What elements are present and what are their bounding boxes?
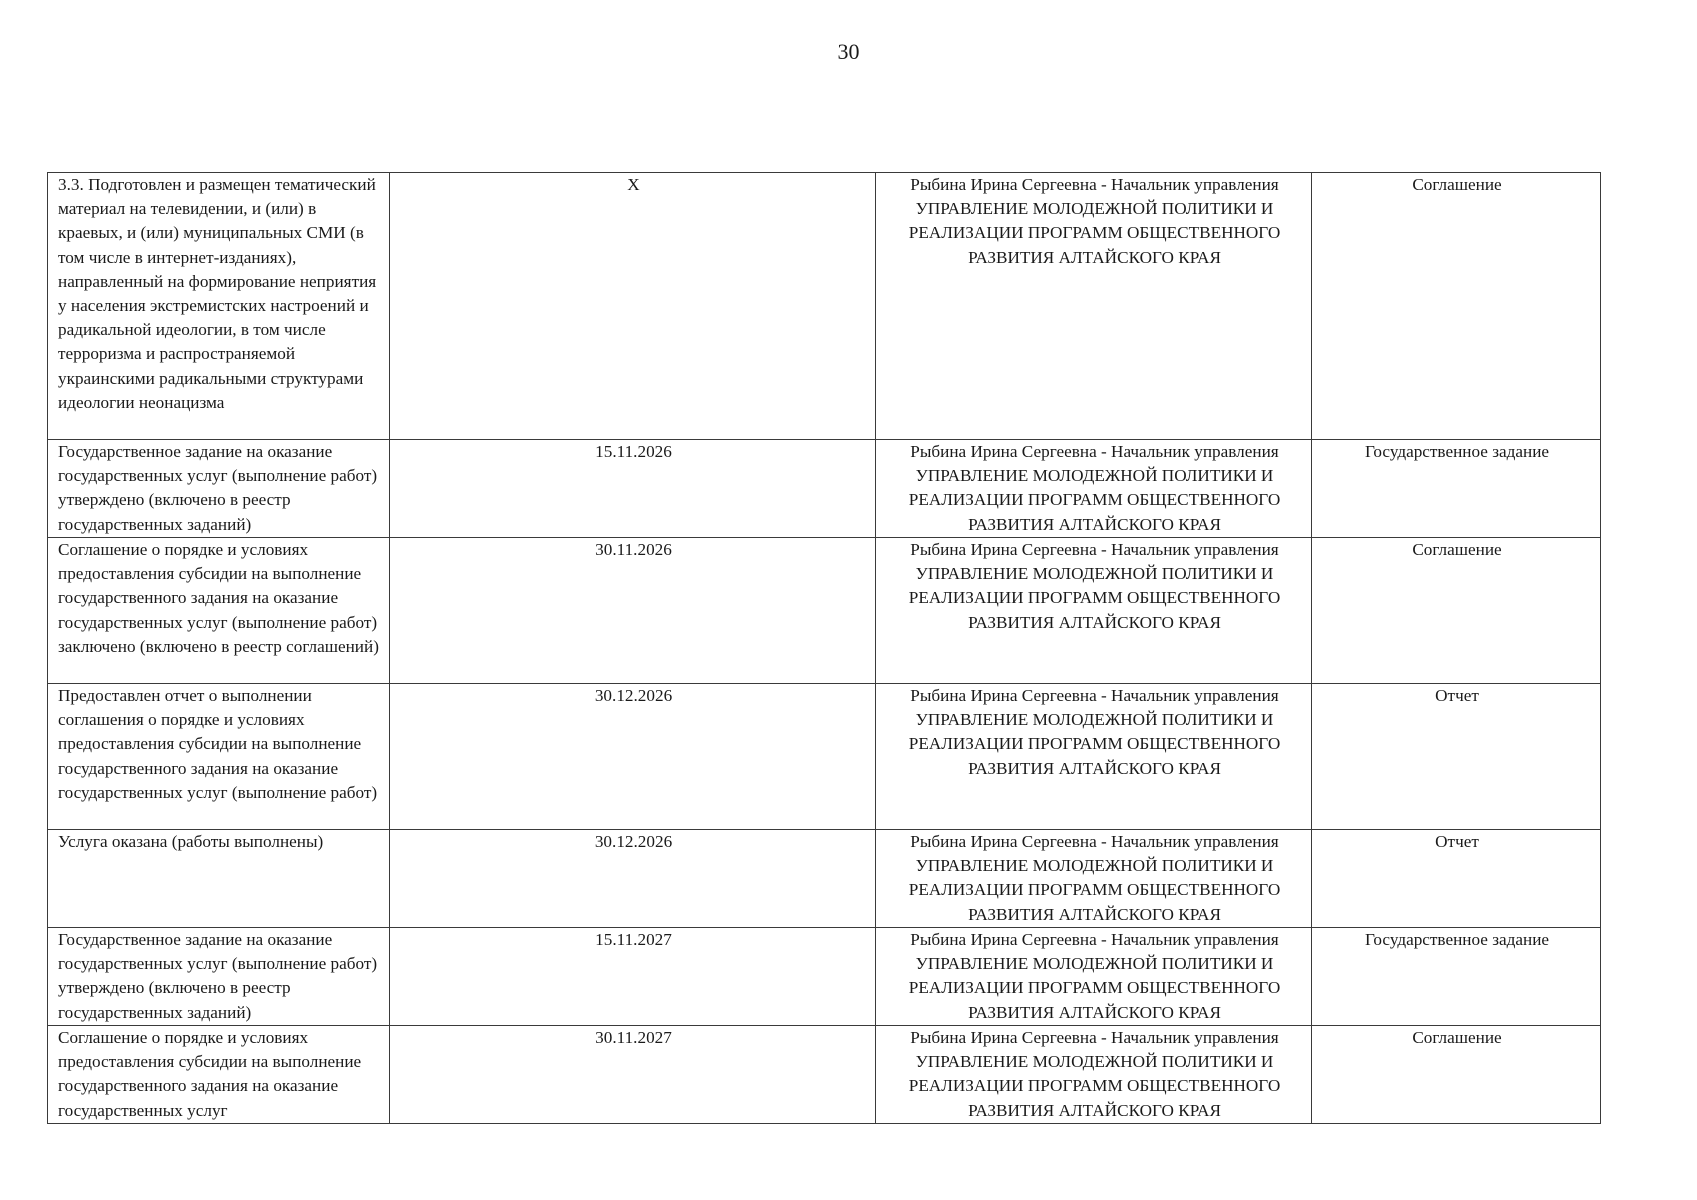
document-type-cell: Соглашение [1312, 1026, 1601, 1124]
document-type-cell: Отчет [1312, 830, 1601, 928]
document-type-cell: Отчет [1312, 684, 1601, 830]
responsible-cell: Рыбина Ирина Сергеевна - Начальник управления УПРАВЛЕНИЕ МОЛОДЕЖНОЙ ПОЛИТИКИ И РЕАЛИЗАЦИИ ПРОГРАММ ОБЩЕСТВЕННОГО РАЗВИТИЯ АЛТАЙСКОГО КРАЯ [876, 830, 1312, 928]
responsible-cell: Рыбина Ирина Сергеевна - Начальник управления УПРАВЛЕНИЕ МОЛОДЕЖНОЙ ПОЛИТИКИ И РЕАЛИЗАЦИИ ПРОГРАММ ОБЩЕСТВЕННОГО РАЗВИТИЯ АЛТАЙСКОГО КРАЯ [876, 173, 1312, 440]
table-row [48, 830, 1601, 928]
responsible-cell: Рыбина Ирина Сергеевна - Начальник управления УПРАВЛЕНИЕ МОЛОДЕЖНОЙ ПОЛИТИКИ И РЕАЛИЗАЦИИ ПРОГРАММ ОБЩЕСТВЕННОГО РАЗВИТИЯ АЛТАЙСКОГО КРАЯ [876, 684, 1312, 830]
table-row [48, 1026, 1601, 1124]
document-type-cell: Соглашение [1312, 538, 1601, 684]
responsible-cell: Рыбина Ирина Сергеевна - Начальник управления УПРАВЛЕНИЕ МОЛОДЕЖНОЙ ПОЛИТИКИ И РЕАЛИЗАЦИИ ПРОГРАММ ОБЩЕСТВЕННОГО РАЗВИТИЯ АЛТАЙСКОГО КРАЯ [876, 440, 1312, 538]
date-cell: 15.11.2027 [390, 928, 876, 1026]
event-name-cell: Соглашение о порядке и условиях предоставления субсидии на выполнение государственного задания на оказание государственных услуг [48, 1026, 390, 1124]
table-row [48, 928, 1601, 1026]
document-type-cell: Государственное задание [1312, 440, 1601, 538]
table-row [48, 173, 1601, 440]
event-name-cell: Государственное задание на оказание государственных услуг (выполнение работ) утверждено (включено в реестр государственных заданий) [48, 440, 390, 538]
document-type-cell: Соглашение [1312, 173, 1601, 440]
table-row [48, 440, 1601, 538]
page-number: 30 [837, 39, 860, 64]
responsible-cell: Рыбина Ирина Сергеевна - Начальник управления УПРАВЛЕНИЕ МОЛОДЕЖНОЙ ПОЛИТИКИ И РЕАЛИЗАЦИИ ПРОГРАММ ОБЩЕСТВЕННОГО РАЗВИТИЯ АЛТАЙСКОГО КРАЯ [876, 1026, 1312, 1124]
date-cell: X [390, 173, 876, 440]
event-name-cell: Услуга оказана (работы выполнены) [48, 830, 390, 928]
event-name-cell: Соглашение о порядке и условиях предоставления субсидии на выполнение государственного задания на оказание государственных услуг (выполнение работ) заключено (включено в реестр соглашений) [48, 538, 390, 684]
date-cell: 30.12.2026 [390, 830, 876, 928]
responsible-cell: Рыбина Ирина Сергеевна - Начальник управления УПРАВЛЕНИЕ МОЛОДЕЖНОЙ ПОЛИТИКИ И РЕАЛИЗАЦИИ ПРОГРАММ ОБЩЕСТВЕННОГО РАЗВИТИЯ АЛТАЙСКОГО КРАЯ [876, 538, 1312, 684]
document-type-cell: Государственное задание [1312, 928, 1601, 1026]
date-cell: 30.11.2027 [390, 1026, 876, 1124]
event-name-cell: Государственное задание на оказание государственных услуг (выполнение работ) утверждено (включено в реестр государственных заданий) [48, 928, 390, 1026]
event-name-cell: Предоставлен отчет о выполнении соглашения о порядке и условиях предоставления субсидии на выполнение государственного задания на оказание государственных услуг (выполнение работ) [48, 684, 390, 830]
table-row [48, 538, 1601, 684]
control-points-table [47, 172, 1601, 1124]
event-name-cell: 3.3. Подготовлен и размещен тематический материал на телевидении, и (или) в краевых, и (или) муниципальных СМИ (в том числе в интернет-изданиях), направленный на формирование неприятия у населения экстремистских настроений и радикальной идеологии, в том числе терроризма и распространяемой украинскими радикальными структурами идеологии неонацизма [48, 173, 390, 440]
table-row [48, 684, 1601, 830]
date-cell: 30.11.2026 [390, 538, 876, 684]
date-cell: 15.11.2026 [390, 440, 876, 538]
responsible-cell: Рыбина Ирина Сергеевна - Начальник управления УПРАВЛЕНИЕ МОЛОДЕЖНОЙ ПОЛИТИКИ И РЕАЛИЗАЦИИ ПРОГРАММ ОБЩЕСТВЕННОГО РАЗВИТИЯ АЛТАЙСКОГО КРАЯ [876, 928, 1312, 1026]
date-cell: 30.12.2026 [390, 684, 876, 830]
